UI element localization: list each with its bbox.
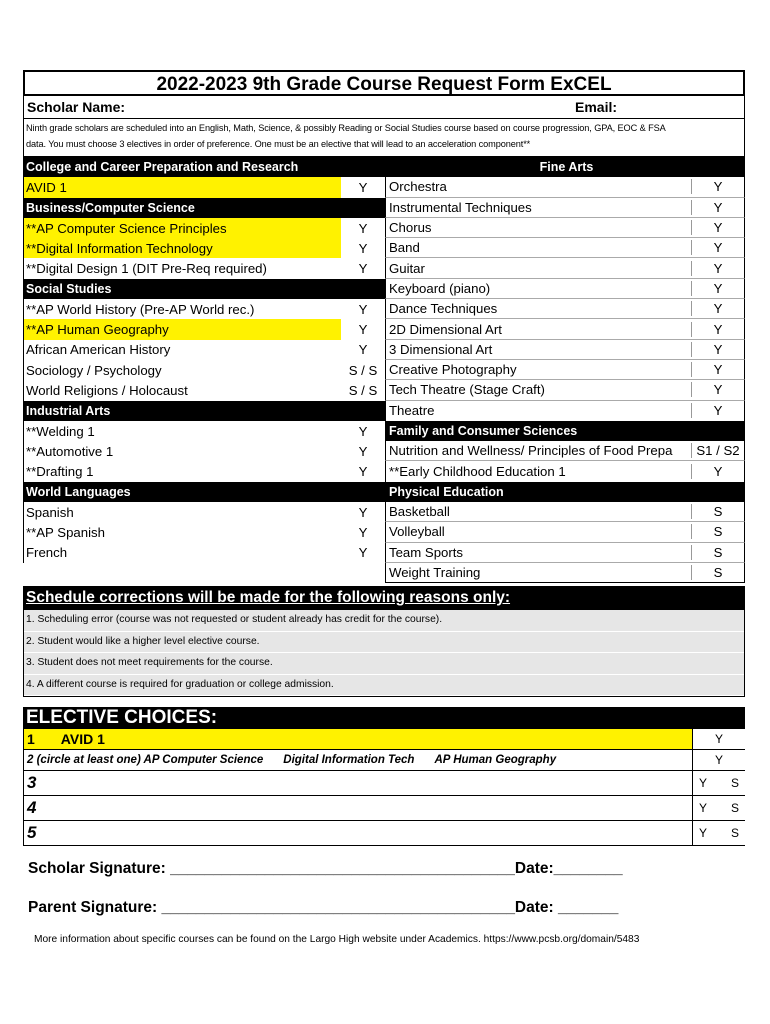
elective-y: Y xyxy=(714,753,723,768)
reason-item: 3. Student does not meet requirements for the course. xyxy=(24,653,744,675)
course-row[interactable]: Sociology / Psychology S / S xyxy=(23,360,385,380)
elective-s: S xyxy=(730,776,739,791)
elective-row-4[interactable] xyxy=(23,796,745,821)
course-row[interactable]: **AP World History (Pre-AP World rec.) Y xyxy=(23,299,385,319)
course-row[interactable]: Spanish Y xyxy=(23,502,385,522)
elective-number: 4 xyxy=(27,798,37,818)
course-row[interactable]: **AP Spanish Y xyxy=(23,522,385,542)
course-row[interactable]: Instrumental Techniques Y xyxy=(385,198,745,218)
elective-row-1[interactable] xyxy=(23,729,745,750)
course-row[interactable]: Team Sports S xyxy=(385,543,745,563)
scholar-row xyxy=(23,96,745,119)
course-row[interactable]: **Drafting 1 Y xyxy=(23,461,385,481)
intro-text xyxy=(23,119,745,157)
elective-y: Y xyxy=(699,776,708,791)
course-row[interactable]: Tech Theatre (Stage Craft) Y xyxy=(385,380,745,400)
pe-header: Physical Education xyxy=(385,482,745,502)
course-row[interactable]: Theatre Y xyxy=(385,401,745,421)
course-row[interactable]: **Digital Design 1 (DIT Pre-Req required) Y xyxy=(23,258,385,278)
footer-note: More information about specific courses can be found on the Largo High website under Academics. https://www.pcsb.org/domain/5483 xyxy=(34,934,640,945)
business-header: Business/Computer Science xyxy=(23,198,385,218)
elective-row-3[interactable] xyxy=(23,771,745,796)
course-row[interactable]: Dance Techniques Y xyxy=(385,299,745,319)
course-row[interactable]: **Automotive 1 Y xyxy=(23,441,385,461)
elective-y: Y xyxy=(699,801,708,816)
course-row[interactable]: Basketball S xyxy=(385,502,745,522)
scholar-name-label: Scholar Name: xyxy=(27,99,126,115)
course-row[interactable]: Chorus Y xyxy=(385,218,745,238)
course-row[interactable]: World Religions / Holocaust S / S xyxy=(23,380,385,400)
elective-option-dit[interactable]: Digital Information Tech xyxy=(283,754,415,767)
elective-row-5[interactable] xyxy=(23,821,745,846)
ccpr-header: College and Career Preparation and Research xyxy=(23,157,385,177)
course-row[interactable]: **Welding 1 Y xyxy=(23,421,385,441)
elective-option-ap-cs[interactable]: 2 (circle at least one) AP Computer Science xyxy=(27,754,264,767)
scholar-signature-line[interactable]: Scholar Signature: ________________________________________Date:________ xyxy=(28,860,623,877)
course-row[interactable]: 2D Dimensional Art Y xyxy=(385,319,745,339)
elective-number: 3 xyxy=(27,773,37,793)
elective-y: Y xyxy=(699,826,708,841)
course-row[interactable]: Guitar Y xyxy=(385,258,745,278)
email-label: Email: xyxy=(575,99,618,115)
reason-item: 2. Student would like a higher level elective course. xyxy=(24,632,744,654)
course-row[interactable]: African American History Y xyxy=(23,340,385,360)
left-column xyxy=(23,157,385,583)
course-row[interactable]: Nutrition and Wellness/ Principles of Food Prepa S1 / S2 xyxy=(385,441,745,461)
course-row[interactable]: AVID 1 Y xyxy=(23,177,385,197)
course-row[interactable]: Creative Photography Y xyxy=(385,360,745,380)
course-row[interactable]: Band Y xyxy=(385,238,745,258)
reason-item: 1. Scheduling error (course was not requested or student already has credit for the course). xyxy=(24,610,744,632)
intro-line-2: data. You must choose 3 electives in order of preference. One must be an elective that will lead to an acceleration component** xyxy=(26,139,531,149)
family-header: Family and Consumer Sciences xyxy=(385,421,745,441)
elective-choices-header: ELECTIVE CHOICES: xyxy=(23,707,745,729)
elective-s: S xyxy=(730,826,739,841)
elective-row-2[interactable] xyxy=(23,750,745,771)
social-header: Social Studies xyxy=(23,279,385,299)
right-column xyxy=(385,157,745,583)
course-request-form xyxy=(23,70,745,846)
course-row[interactable]: **Digital Information Technology Y xyxy=(23,238,385,258)
course-row[interactable]: Weight Training S xyxy=(385,563,745,583)
course-row[interactable]: 3 Dimensional Art Y xyxy=(385,340,745,360)
fine-arts-header: Fine Arts xyxy=(385,157,745,177)
elective-table xyxy=(23,729,745,846)
elective-option-aphg[interactable]: AP Human Geography xyxy=(434,754,557,767)
elective-avid: AVID 1 xyxy=(60,731,105,748)
reason-item: 4. A different course is required for graduation or college admission. xyxy=(24,675,744,697)
reasons-list xyxy=(23,610,745,697)
elective-number: 1 xyxy=(27,731,35,748)
elective-s: S xyxy=(730,801,739,816)
form-title: 2022-2023 9th Grade Course Request Form ExCEL xyxy=(23,70,745,96)
industrial-header: Industrial Arts xyxy=(23,401,385,421)
course-row[interactable]: French Y xyxy=(23,543,385,563)
languages-header: World Languages xyxy=(23,482,385,502)
schedule-corrections-header: Schedule corrections will be made for the following reasons only: xyxy=(23,586,745,610)
intro-line-1: Ninth grade scholars are scheduled into an English, Math, Science, & possibly Reading or Social Studies course based on course progression, GPA, EOC & FSA xyxy=(26,123,666,133)
course-columns xyxy=(23,157,745,583)
elective-y: Y xyxy=(714,732,723,747)
course-row[interactable]: **Early Childhood Education 1 Y xyxy=(385,461,745,481)
parent-signature-line[interactable]: Parent Signature: _________________________________________Date: _______ xyxy=(28,899,619,916)
course-row[interactable]: Keyboard (piano) Y xyxy=(385,279,745,299)
course-row[interactable]: Orchestra Y xyxy=(385,177,745,197)
course-row[interactable]: **AP Human Geography Y xyxy=(23,319,385,339)
elective-number: 5 xyxy=(27,823,37,843)
course-row[interactable]: Volleyball S xyxy=(385,522,745,542)
course-row[interactable]: **AP Computer Science Principles Y xyxy=(23,218,385,238)
